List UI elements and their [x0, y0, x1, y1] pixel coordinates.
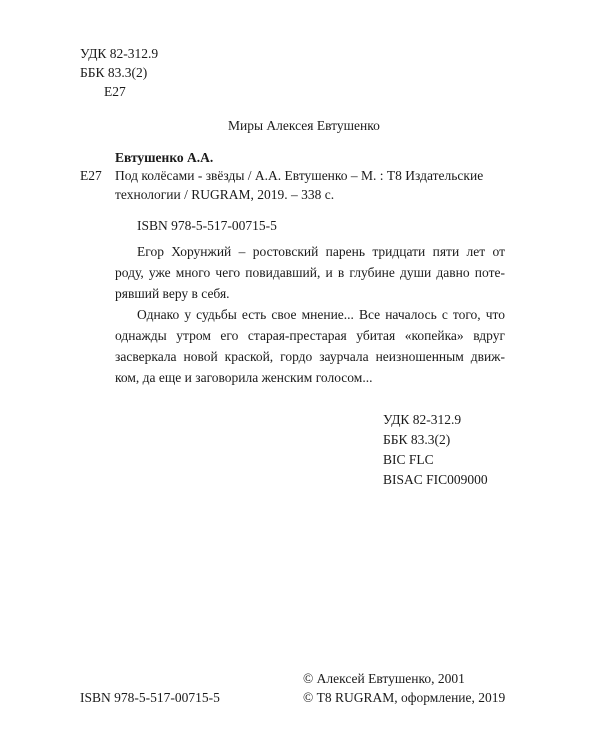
- catalog-author-mark: Е27: [80, 168, 102, 183]
- top-udk: УДК 82-312.9: [80, 46, 159, 61]
- footer-copyright-author: © Алексей Евтушенко, 2001: [303, 671, 465, 686]
- annotation-line: рявший веру в себя.: [115, 286, 230, 301]
- series-title: Миры Алексея Евтушенко: [228, 118, 380, 133]
- annotation-line: ком, да еще и заговорила женским голосом...: [115, 370, 373, 385]
- annotation-line: засверкала новой краской, гордо заурчала неизношенным движ-: [115, 349, 505, 364]
- footer-copyright-publisher: © Т8 RUGRAM, оформление, 2019: [303, 690, 506, 705]
- footer-isbn: ISBN 978-5-517-00715-5: [80, 690, 220, 705]
- annotation-paragraph-1: [115, 241, 505, 304]
- class-bisac: BISAC FIC009000: [383, 472, 488, 487]
- annotation-line: Однако у судьбы есть свое мнение... Все началось с того, что: [137, 307, 505, 322]
- annotation-line: однажды утром его старая-престарая убитая «копейка» вдруг: [115, 328, 505, 343]
- class-bic: BIC FLC: [383, 452, 434, 467]
- catalog-author: Евтушенко А.А.: [115, 150, 214, 165]
- catalog-line-1: Под колёсами - звёзды / А.А. Евтушенко – М. : Т8 Издательские: [115, 168, 484, 183]
- top-bbk: ББК 83.3(2): [80, 65, 148, 80]
- annotation-line: роду, уже много чего повидавший, и в глубине души давно поте-: [115, 265, 505, 280]
- top-author-mark: Е27: [104, 84, 126, 99]
- annotation-line: Егор Хорунжий – ростовский парень тридцати пяти лет от: [137, 244, 505, 259]
- catalog-line-2: технологии / RUGRAM, 2019. – 338 с.: [115, 187, 335, 202]
- annotation-paragraph-2: [115, 304, 505, 388]
- catalog-isbn: ISBN 978-5-517-00715-5: [137, 218, 277, 233]
- class-udk: УДК 82-312.9: [383, 412, 462, 427]
- class-bbk: ББК 83.3(2): [383, 432, 451, 447]
